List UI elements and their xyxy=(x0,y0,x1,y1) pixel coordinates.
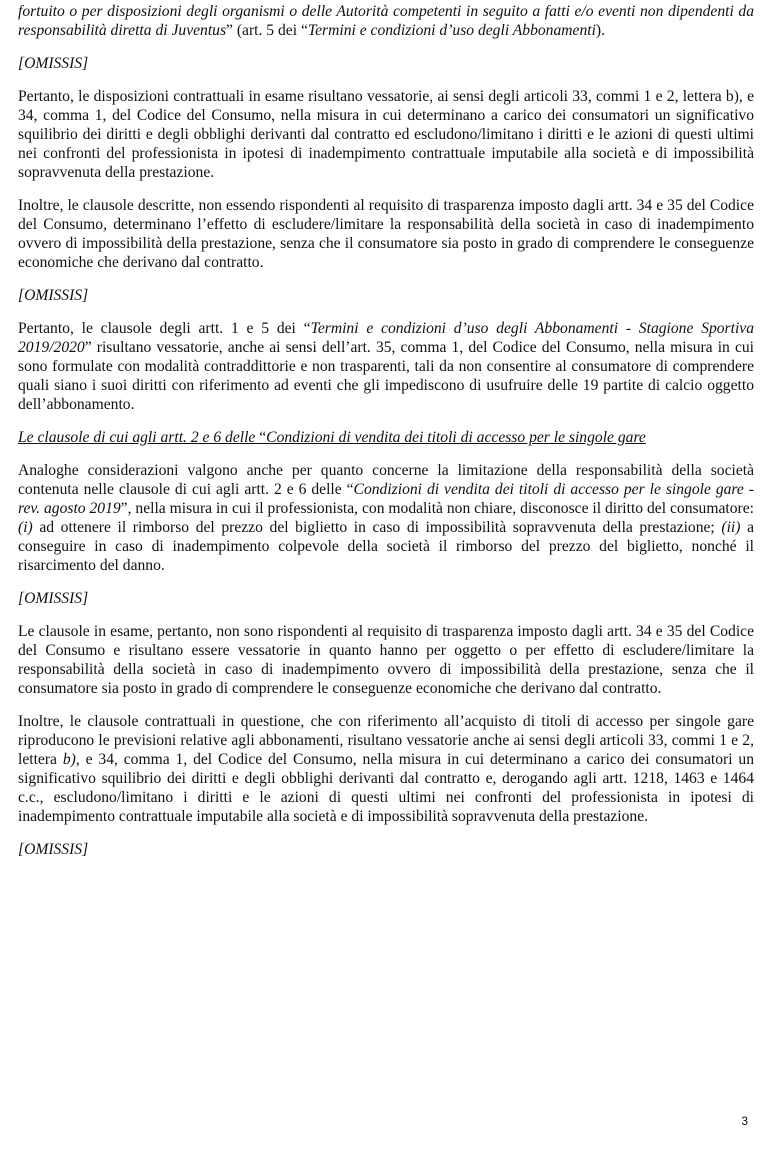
paragraph-singole-gare: Inoltre, le clausole contrattuali in questione, che con riferimento all’acquisto di titoli di accesso per singole gare riproducono le previsioni relative agli abbonamenti, risultano vessatorie anche ai sensi degli articoli 33, commi 1 e 2, lettera b), e 34, comma 1, del Codice del Consumo, nella misura in cui determinano a carico dei consumatori un significativo squilibrio dei diritti e degli obblighi derivanti dal contratto e, derogando agli artt. 1218, 1463 e 1464 c.c., escludono/limitano i diritti e le azioni di questi ultimi nei confronti del professionista in ipotesi di inadempimento contrattuale imputabile alla società e di impossibilità sopravvenuta della prestazione. xyxy=(18,713,754,825)
paragraph-clausole-in-esame: Le clausole in esame, pertanto, non sono rispondenti al requisito di trasparenza imposto dagli artt. 34 e 35 del Codice del Consumo e risultano essere vessatorie in quanto hanno per oggetto o per effetto di escludere/limitare la responsabilità della società in caso di inadempimento ovvero di impossibilità della prestazione, senza che il consumatore sia posto in grado di comprendere le conseguenze economiche che derivano dal contratto. xyxy=(18,623,754,697)
omissis-marker: [OMISSIS] xyxy=(18,841,89,858)
omissis-marker: [OMISSIS] xyxy=(18,590,89,607)
paragraph-intro: fortuito o per disposizioni degli organismi o delle Autorità competenti in seguito a fatti e/o eventi non dipendenti da responsabilità diretta di Juventus” (art. 5 dei “Termini e condizioni d’uso degli Abbonamenti). xyxy=(18,3,754,39)
paragraph-vessatorie: Pertanto, le disposizioni contrattuali in esame risultano vessatorie, ai sensi degli articoli 33, commi 1 e 2, lettera b), e 34, comma 1, del Codice del Consumo, nella misura in cui determinano a carico dei consumatori un significativo squilibrio dei diritti e degli obblighi derivanti dal contratto ed escludono/limitano i diritti e le azioni di questi ultimi nei confronti del professionista in ipotesi di inadempimento contrattuale imputabile alla società e di impossibilità sopravvenuta della prestazione. xyxy=(18,88,754,181)
document-title-reference: Termini e condizioni d’uso degli Abbonamenti xyxy=(307,22,596,39)
paragraph-analoghe-considerazioni: Analoghe considerazioni valgono anche per quanto concerne la limitazione della responsabilità della società contenuta nelle clausole di cui agli artt. 2 e 6 delle “Condizioni di vendita dei titoli di accesso per le singole gare - rev. agosto 2019”, nella misura in cui il professionista, con modalità non chiare, disconosce il diritto del consumatore: (i) ad ottenere il rimborso del prezzo del biglietto in caso di impossibilità sopravvenuta della prestazione; (ii) a conseguire in caso di inadempimento colpevole della società il rimborso del prezzo del biglietto, nonché il risarcimento del danno. xyxy=(18,462,754,574)
document-title-reference: Condizioni di vendita dei titoli di accesso per le singole gare - rev. agosto 2019 xyxy=(18,481,754,517)
section-heading: Le clausole di cui agli artt. 2 e 6 delle “Condizioni di vendita dei titoli di accesso per le singole gare xyxy=(18,429,646,446)
omissis-marker: [OMISSIS] xyxy=(18,55,89,72)
page-number: 3 xyxy=(741,1114,748,1128)
quoted-clause-text: fortuito o per disposizioni degli organismi o delle Autorità competenti in seguito a fatti e/o eventi non dipendenti da responsabilità diretta di Juventus xyxy=(18,3,754,39)
paragraph-clausole-abbonamenti: Pertanto, le clausole degli artt. 1 e 5 dei “Termini e condizioni d’uso degli Abbonamenti - Stagione Sportiva 2019/2020” risultano vessatorie, anche ai sensi dell’art. 35, comma 1, del Codice del Consumo, nella misura in cui sono formulate con modalità contraddittorie e non trasparenti, tali da non consentire al consumatore di comprendere quali siano i suoi diritti con riferimento ad eventi che gli impediscono di usufruire delle 19 partite di calcio oggetto dell’abbonamento. xyxy=(18,320,755,413)
document-title-reference: Termini e condizioni d’uso degli Abbonamenti - Stagione Sportiva 2019/2020 xyxy=(18,320,755,356)
omissis-marker: [OMISSIS] xyxy=(18,287,89,304)
paragraph-trasparenza: Inoltre, le clausole descritte, non essendo rispondenti al requisito di trasparenza imposto dagli artt. 34 e 35 del Codice del Consumo, determinano l’effetto di escludere/limitare la responsabilità della società in caso di inadempimento ovvero di impossibilità della prestazione, senza che il consumatore sia posto in grado di comprendere le conseguenze economiche che derivano dal contratto. xyxy=(18,197,754,271)
